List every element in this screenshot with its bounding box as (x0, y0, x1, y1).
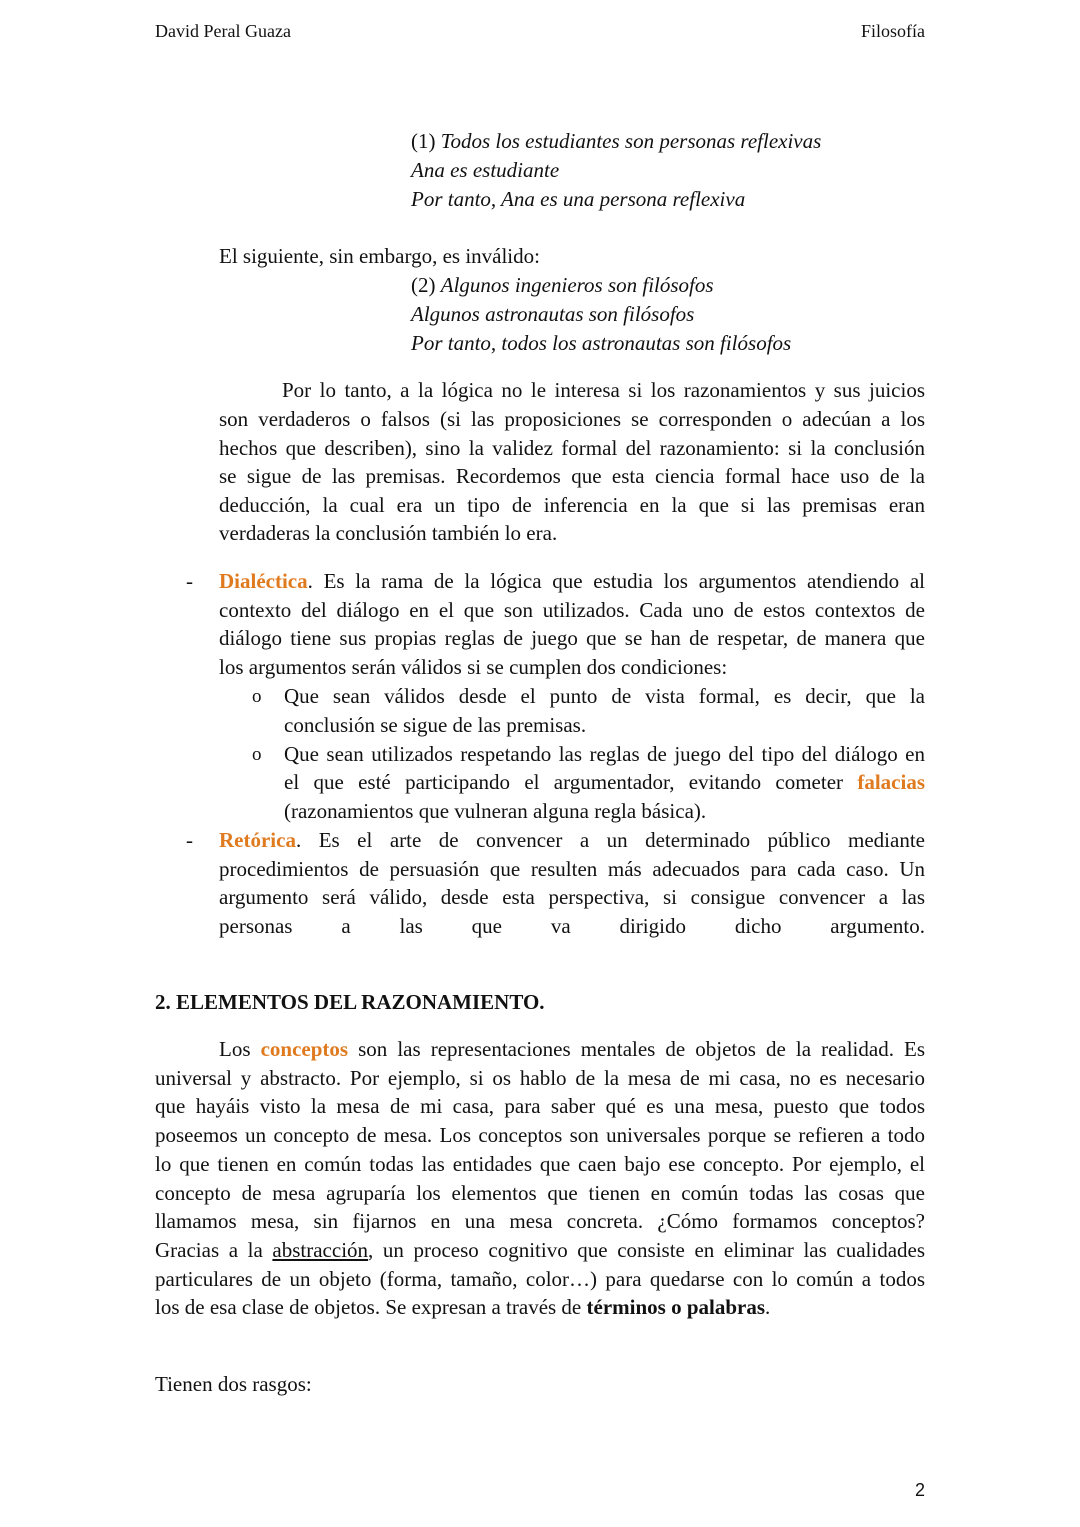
logic-paragraph-line-6: verdaderas la conclusión también lo era. (219, 521, 558, 545)
conceptos-line-2: universal y abstracto. Por ejemplo, si os hablo de la mesa de mi casa, no es necesario (155, 1066, 925, 1090)
condition-1-line-2: conclusión se sigue de las premisas. (284, 713, 587, 737)
invalid-intro: El siguiente, sin embargo, es inválido: (219, 244, 540, 268)
logic-paragraph-line-4: se sigue de las premisas. Recordemos que esta ciencia formal hace uso de la (219, 464, 925, 488)
retorica-dash: - (186, 828, 193, 852)
dialectica-line-4: los argumentos serán válidos si se cumplen dos condiciones: (219, 655, 728, 679)
terminos-term: términos o palabras (586, 1295, 766, 1319)
logic-paragraph-line-3: hechos que describen), sino la validez formal del razonamiento: si la conclusión (219, 436, 925, 460)
condition-2-line-1: Que sean utilizados respetando las reglas de juego del tipo del diálogo en (284, 742, 925, 766)
dialectica-dash: - (186, 569, 193, 593)
bullet-marker: o (252, 686, 262, 707)
dialectica-line-3: diálogo tiene sus propias reglas de juego que se han de respetar, de manera que (219, 626, 925, 650)
dialectica-line-2: contexto del diálogo en el que son utilizados. Cada uno de estos contextos de (219, 598, 925, 622)
logic-paragraph-line-1: Por lo tanto, a la lógica no le interesa si los razonamientos y sus juicios (282, 378, 925, 402)
conceptos-line-6: concepto de mesa agruparía los elementos que tienen en común todas las cosas que (155, 1181, 925, 1205)
section-title: 2. ELEMENTOS DEL RAZONAMIENTO. (155, 990, 545, 1014)
example-2-line-3: Por tanto, todos los astronautas son filósofos (411, 331, 792, 355)
example-1-line-2: Ana es estudiante (411, 158, 560, 182)
dialectica-term: Dialéctica (219, 569, 308, 593)
example-2-line-2: Algunos astronautas son filósofos (411, 302, 695, 326)
conceptos-line-3: que hayáis visto la mesa de mi casa, para saber qué es una mesa, puesto que todos (155, 1094, 925, 1118)
conceptos-line-1: Los conceptos son las representaciones mentales de objetos de la realidad. Es (219, 1037, 925, 1061)
conceptos-line-4: poseemos un concepto de mesa. Los conceptos son universales porque se refieren a todo (155, 1123, 925, 1147)
header-subject: Filosofía (860, 21, 925, 41)
page-number: 2 (914, 1480, 925, 1500)
example-1-line-3: Por tanto, Ana es una persona reflexiva (411, 187, 746, 211)
retorica-line-4: personas a las que va dirigido dicho argumento. (219, 914, 925, 938)
condition-2-line-3: (razonamientos que vulneran alguna regla básica). (284, 799, 707, 823)
falacias-term: falacias (857, 770, 925, 794)
abstraccion-term: abstracción (272, 1238, 369, 1262)
bullet-marker: o (252, 744, 262, 765)
condition-2-line-2: el que esté participando el argumentador, evitando cometer falacias (284, 770, 925, 794)
retorica-line-2: procedimientos de persuasión que resulten más adecuados para cada caso. Un (219, 857, 925, 881)
logic-paragraph-line-5: deducción, la cual era un tipo de inferencia en la que si las premisas eran (219, 493, 925, 517)
rasgos-line: Tienen dos rasgos: (155, 1372, 312, 1396)
conceptos-line-7: llamamos mesa, sin fijarnos en una mesa concreta. ¿Cómo formamos conceptos? (155, 1209, 925, 1233)
conceptos-line-9: particulares de un objeto (forma, tamaño, color…) para quedarse con lo común a todos (155, 1267, 925, 1291)
example-2-line-1: (2) Algunos ingenieros son filósofos (411, 273, 714, 297)
retorica-line-1: Retórica. Es el arte de convencer a un determinado público mediante (219, 828, 925, 852)
retorica-term: Retórica (219, 828, 296, 852)
example-1-line-1: (1) Todos los estudiantes son personas reflexivas (411, 129, 822, 153)
conceptos-line-8: Gracias a la abstracción, un proceso cognitivo que consiste en eliminar las cualidades (155, 1238, 926, 1262)
dialectica-line-1: Dialéctica. Es la rama de la lógica que estudia los argumentos atendiendo al (219, 569, 925, 593)
conceptos-term: conceptos (260, 1037, 349, 1061)
header-author: David Peral Guaza (155, 21, 291, 41)
conceptos-line-10: los de esa clase de objetos. Se expresan a través de términos o palabras. (155, 1295, 771, 1319)
retorica-line-3: argumento será válido, desde esta perspectiva, si consigue convencer a las (219, 885, 925, 909)
logic-paragraph-line-2: son verdaderos o falsos (si las proposiciones se corresponden o adecúan a los (219, 407, 925, 431)
conceptos-line-5: lo que tienen en común todas las entidades que caen bajo ese concepto. Por ejemplo, el (155, 1152, 925, 1176)
condition-1-line-1: Que sean válidos desde el punto de vista formal, es decir, que la (284, 684, 925, 708)
